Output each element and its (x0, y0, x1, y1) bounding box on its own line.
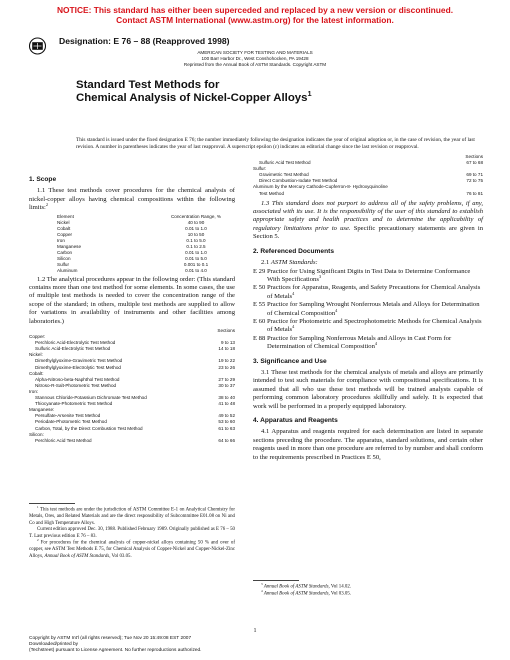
right-footnotes (253, 580, 483, 598)
apparatus-heading: 4. Apparatus and Reagents (253, 417, 338, 424)
toc-table (29, 328, 235, 444)
para-2-1: 2.1 ASTM Standards: (261, 259, 318, 267)
toc-item: Perchloric Acid Test Method 64 to 66 (35, 437, 235, 443)
para-1-3: 1.3 This standard does not purport to address all of the safety problems, if any, associated with its use. It is the responsibility of the user of this standard to establish appropriate safety and health practices and to determine the applicability of regulatory limitations prior to use. Specific precautionary statements are given in Section 5. (253, 199, 483, 241)
toc-group: Iron: (29, 388, 39, 394)
para-1-1: 1.1 These test methods cover procedures for the chemical analysis of nickel-copper alloys having chemical compositions within the following limits:$^2$ (29, 187, 235, 212)
toc-item: Stannous Chloride-Potassium Dichromate Test Method 38 to 40 (35, 395, 235, 401)
limits-row: Carbon 0.01 to 1.0 (57, 250, 207, 256)
license-line: (Techstreet) pursuant to License Agreement. No further reproductions authorized. (29, 648, 202, 653)
society-info (0, 50, 510, 69)
toc-group: Copper: (29, 334, 46, 340)
document-title (76, 79, 312, 105)
toc-item: Test Method 76 to 81 (259, 190, 483, 196)
right-column (253, 154, 483, 462)
left-footnotes (29, 503, 235, 560)
toc-item: Alpha-Nitroso-beta-Naphthol Test Method 27 to 29 (35, 376, 235, 382)
para-1-2: 1.2 The analytical procedures appear in the following order: (This standard contains more than one test method for some elements. In some cases, the use of multiple test methods is needed to cover the concentration range of the scope of the standard; in others, multiple test methods are supplied to allow for variations in availability of instruments and other facilities among laboratories.) (29, 275, 235, 325)
toc-item: Gravimetric Test Method 69 to 71 (259, 172, 483, 178)
limits-row: Sulfur 0.001 to 0.1 (57, 262, 209, 268)
limits-row: Iron 0.1 to 5.0 (57, 238, 206, 243)
limits-row: Cobalt 0.01 to 1.0 (57, 225, 207, 231)
limits-row: Aluminum 0.01 to 4.0 (57, 268, 207, 274)
limits-row: Nickel 40 to 90 (57, 219, 205, 225)
limits-table (57, 214, 235, 275)
left-column (29, 176, 235, 444)
copyright-line: Copyright by ASTM Int'l (all rights reserved); Tue Nov 20 15:49:08 EST 2007 (29, 636, 192, 641)
title-footnote-mark: 1 (307, 89, 312, 99)
toc-group: Cobalt: (29, 370, 44, 376)
toc-item: Perchloric Acid-Electrolytic Test Method 9 to 13 (35, 340, 235, 346)
society-line: AMERICAN SOCIETY FOR TESTING AND MATERIALS (197, 50, 313, 55)
toc-group: Sulfur: (253, 166, 267, 172)
limits-header: Element Concentration Range, % (57, 213, 222, 219)
referenced-documents-heading: 2. Referenced Documents (253, 247, 334, 255)
toc-group: Aluminum by the Mercury Cathode-Cupferron-8- Hydroxyquinoline (253, 184, 388, 190)
download-line: Downloaded/printed by (29, 642, 79, 647)
reference-e55: E 55 Practice for Sampling Wrought Nonferrous Metals and Alloys for Determination of Chemical Composition$^4$ (253, 301, 480, 317)
toc-item: Sulfuric Acid Test Method 67 to 68 (259, 160, 483, 166)
footnote-rule (29, 503, 75, 504)
footnote-1: $^1$ This test methods are under the jurisdiction of ASTM Committee E-1 on Analytical Chemistry for Metals, Ores, and Related Materials and are the direct responsibility of Subcommittee E01.08 on Ni and Co and High Temperature Alloys. (29, 505, 235, 526)
scope-heading: 1. Scope (29, 176, 57, 183)
toc-item: Nitroso-R-Salt-Photometric Test Method 30 to 37 (35, 382, 235, 388)
toc-item: Dimethylglyoxime-Gravimetric Test Method 19 to 22 (35, 358, 235, 364)
title-line-2: Chemical Analysis of Nickel-Copper Alloys (76, 92, 308, 104)
footnote-3: $^3$ Annual Book of ASTM Standards, Vol 14.02. (261, 582, 352, 590)
notice-line-1: NOTICE: This standard has either been superceded and replaced by a new version or discontinued. (56, 5, 454, 15)
copyright-footer (29, 636, 202, 654)
toc-item: Carbon, Total, by the Direct Combustion Test Method 61 to 63 (35, 425, 235, 431)
footnote-rule (253, 580, 299, 581)
society-line: Reprinted from the Annual Book of ASTM Standards. Copyright ASTM (183, 62, 327, 68)
supersession-notice (0, 5, 510, 25)
title-line-1: Standard Test Methods for (76, 79, 220, 91)
issuance-note: This standard is issued under the fixed designation E 76; the number immediately following the designation indicates the year of original adoption or, in the case of revision, the year of last revision. A number in parentheses indicates the year of last reapproval. A superscript epsilon (ε) indicates an editorial change since the last revision or reapproval. (76, 137, 475, 151)
toc-item: Sulfuric Acid-Electrolytic Test Method 14 to 18 (35, 346, 235, 352)
footnote-1-edition: Current edition approved Dec. 30, 1988. Published February 1989. Originally published as E 76 – 50 T. Last previous edition E 76 – 83. (29, 527, 235, 539)
limits-row: Manganese 0.1 to 2.5 (57, 244, 206, 250)
toc-sections-label: Sections (217, 328, 235, 333)
limits-row: Copper 10 to 50 (57, 231, 205, 237)
page-number: 1 (253, 628, 257, 634)
notice-line-2: Contact ASTM International (www.astm.org) for the latest information. (116, 15, 394, 25)
para-4-1: 4.1 Apparatus and reagents required for each determination are listed in separate sections preceding the procedure. The apparatus, standard solutions, and certain other reagents used in more than one procedure are referred to by number and shall conform to the requirements prescribed in Practices E 50, (253, 428, 483, 461)
toc-item: Thiocyanate-Photometric Test Method 41 to 48 (35, 401, 235, 407)
reference-e29: E 29 Practice for Using Significant Digits in Test Data to Determine Conformance With Specifications$^3$ (253, 267, 471, 283)
toc-group: Silicon: (29, 431, 44, 437)
toc-item: Dimethylglyoxime-Electrolytic Test Method 23 to 26 (35, 364, 235, 370)
limits-row: Silicon 0.01 to 5.0 (57, 256, 207, 262)
toc-sections-label: Sections (465, 154, 483, 159)
society-line: 100 Barr Harbor Dr., West Conshohocken, PA 19428 (201, 56, 309, 62)
reference-e88: E 88 Practice for Sampling Nonferrous Metals and Alloys in Cast Form for Determination of Chemical Composition$^4$ (253, 334, 452, 351)
footnote-2: $^2$ For procedures for the chemical analysis of copper-nickel alloys containing 50 % and over of copper, see ASTM Test Methods E 75, for Chemical Analysis of Copper-Nickel and Copper-Nickel-Zinc Alloys, Annual Book of ASTM Standards, Vol 03.05. (29, 538, 235, 559)
toc-group: Nickel: (29, 352, 43, 358)
footnote-4: $^4$ Annual Book of ASTM Standards, Vol 03.05. (261, 589, 352, 597)
significance-heading: 3. Significance and Use (253, 357, 327, 365)
reference-e50: E 50 Practices for Apparatus, Reagents, and Safety Precautions for Chemical Analysis of Metals$^4$ (253, 284, 481, 300)
toc-item: Periodate-Photometric Test Method 53 to 60 (35, 419, 235, 425)
toc-continued (253, 154, 483, 197)
para-3-1: 3.1 These test methods for the chemical analysis of metals and alloys are primarily intended to test such materials for compliance with compositional specifications. It is assumed that all who use these test methods will be trained analysts capable of performing common laboratory procedures skillfully and safely. It is expected that work will be performed in a properly equipped laboratory. (253, 368, 483, 410)
designation: Designation: E 76 – 88 (Reapproved 1998) (59, 36, 230, 46)
reference-e60: E 60 Practice for Photometric and Spectrophotometric Methods for Chemical Analysis of Metals$^4$ (253, 317, 482, 334)
toc-item: Direct Combustion-Iodate Test Method 72 to 75 (259, 178, 483, 184)
toc-item: Persulfate-Arsenite Test Method 49 to 52 (35, 413, 235, 419)
toc-group: Manganese: (29, 407, 55, 413)
